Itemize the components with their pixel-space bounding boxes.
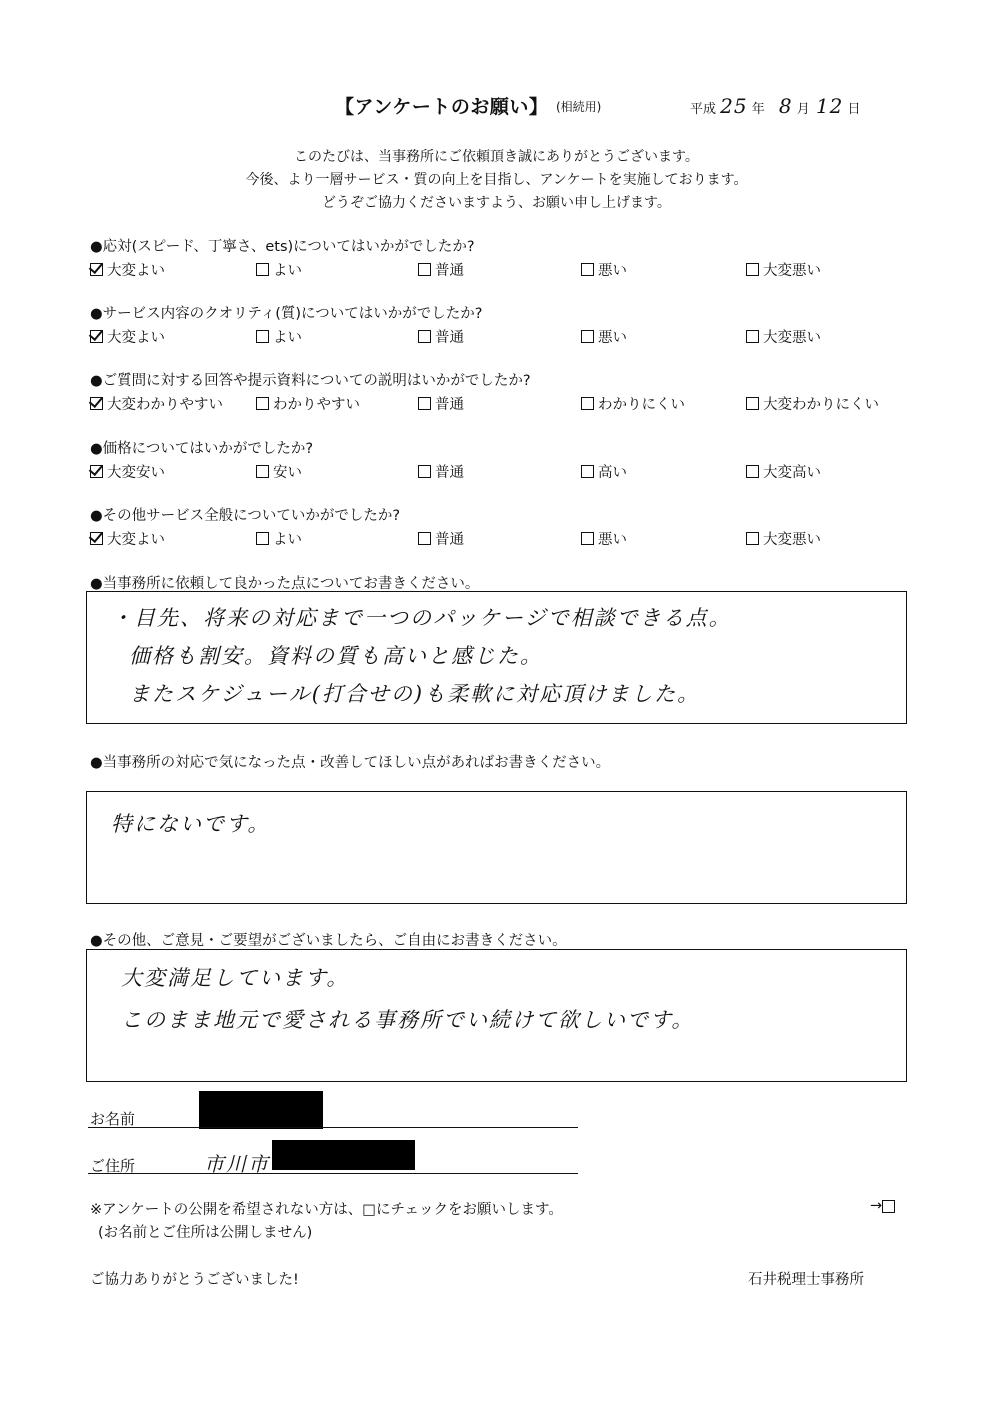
question-5-option[interactable] xyxy=(746,528,821,549)
checkbox[interactable] xyxy=(418,532,431,545)
question-1-option[interactable] xyxy=(256,259,302,280)
answer-line: ・目先、将来の対応まで一つのパッケージで相談できる点。 xyxy=(111,606,732,630)
question-2-text: ●サービス内容のクオリティ(質)についてはいかがでしたか? xyxy=(90,306,483,322)
checkbox[interactable] xyxy=(418,263,431,276)
answer-line: 特にないです。 xyxy=(111,812,271,836)
answer-line: 大変満足しています。 xyxy=(121,966,350,990)
other-comments-answer-box[interactable] xyxy=(86,949,907,1082)
question-1-option[interactable] xyxy=(581,259,627,280)
name-label: お名前 xyxy=(90,1110,136,1128)
option-label: 大変安い xyxy=(107,465,165,481)
option-label: 安い xyxy=(273,465,302,481)
option-label: よい xyxy=(273,330,302,346)
option-label: 高い xyxy=(598,465,627,481)
question-2-option[interactable] xyxy=(90,326,165,347)
question-3-text: ●ご質問に対する回答や提示資料についての説明はいかがでしたか? xyxy=(90,373,531,389)
question-3-option[interactable] xyxy=(746,393,879,414)
checkbox[interactable] xyxy=(418,465,431,478)
checkbox[interactable] xyxy=(581,330,594,343)
checkbox[interactable] xyxy=(256,465,269,478)
question-4-option[interactable] xyxy=(256,461,302,482)
question-5-option[interactable] xyxy=(418,528,464,549)
question-3-option[interactable] xyxy=(418,393,464,414)
intro-line-1: このたびは、当事務所にご依頼頂き誠にありがとうございます。 xyxy=(294,149,699,165)
improvement-prompt: ●当事務所の対応で気になった点・改善してほしい点があればお書きください。 xyxy=(90,755,611,771)
checkbox[interactable] xyxy=(581,263,594,276)
option-label: 悪い xyxy=(598,330,627,346)
checkbox[interactable] xyxy=(746,532,759,545)
date-month-unit: 月 xyxy=(796,102,810,117)
checkbox[interactable] xyxy=(746,263,759,276)
privacy-subnote: (お名前とご住所は公開しません) xyxy=(98,1225,313,1241)
checkbox[interactable] xyxy=(746,465,759,478)
question-5-option[interactable] xyxy=(581,528,627,549)
option-label: 大変よい xyxy=(107,532,165,548)
question-1-option[interactable] xyxy=(746,259,821,280)
option-label: 悪い xyxy=(598,263,627,279)
question-3-option[interactable] xyxy=(581,393,685,414)
date-day-unit: 日 xyxy=(847,102,861,117)
answer-line: 価格も割安。資料の質も高いと感じた。 xyxy=(129,644,543,668)
option-label: 大変わかりにくい xyxy=(763,397,879,413)
question-1-text: ●応対(スピード、丁寧さ、ets)についてはいかがでしたか? xyxy=(90,239,475,255)
option-label: 大変わかりやすい xyxy=(107,397,223,413)
date-era: 平成 xyxy=(690,102,717,117)
date-field[interactable] xyxy=(690,94,861,118)
question-1-option[interactable] xyxy=(90,259,165,280)
question-5-option[interactable] xyxy=(90,528,165,549)
checkbox[interactable] xyxy=(256,532,269,545)
privacy-note: ※アンケートの公開を希望されない方は、□にチェックをお願いします。 xyxy=(90,1202,563,1218)
option-label: よい xyxy=(273,532,302,548)
checkbox[interactable] xyxy=(90,465,103,478)
checkbox[interactable] xyxy=(418,330,431,343)
option-label: 普通 xyxy=(435,397,464,413)
address-underline[interactable] xyxy=(88,1173,578,1174)
answer-line: またスケジュール(打合せの)も柔軟に対応頂けました。 xyxy=(129,682,701,706)
answer-line: このまま地元で愛される事務所でい続けて欲しいです。 xyxy=(121,1008,695,1032)
arrow-icon: → xyxy=(870,1198,883,1214)
question-4-option[interactable] xyxy=(581,461,627,482)
option-label: 普通 xyxy=(435,330,464,346)
question-5-option[interactable] xyxy=(256,528,302,549)
other-comments-prompt: ●その他、ご意見・ご要望がございましたら、ご自由にお書きください。 xyxy=(90,933,567,949)
option-label: 大変よい xyxy=(107,330,165,346)
checkbox[interactable] xyxy=(746,397,759,410)
question-4-text: ●価格についてはいかがでしたか? xyxy=(90,441,314,457)
option-label: 悪い xyxy=(598,532,627,548)
name-underline[interactable] xyxy=(88,1127,578,1128)
question-2-option[interactable] xyxy=(746,326,821,347)
checkbox[interactable] xyxy=(581,465,594,478)
checkbox[interactable] xyxy=(256,263,269,276)
question-4-option[interactable] xyxy=(746,461,821,482)
option-label: わかりにくい xyxy=(598,397,685,413)
checkbox[interactable] xyxy=(581,397,594,410)
improvement-answer-box[interactable] xyxy=(86,791,907,904)
question-2-option[interactable] xyxy=(418,326,464,347)
option-label: 大変悪い xyxy=(763,532,821,548)
privacy-checkbox[interactable] xyxy=(882,1200,895,1213)
option-label: よい xyxy=(273,263,302,279)
question-4-option[interactable] xyxy=(90,461,165,482)
thanks-text: ご協力ありがとうございました! xyxy=(90,1272,299,1288)
date-year: 25 xyxy=(720,94,748,118)
checkbox[interactable] xyxy=(90,330,103,343)
privacy-optout[interactable] xyxy=(870,1198,897,1214)
date-day: 12 xyxy=(815,94,844,118)
good-points-answer-box[interactable] xyxy=(86,591,907,724)
option-label: わかりやすい xyxy=(273,397,360,413)
question-3-option[interactable] xyxy=(256,393,360,414)
question-3-option[interactable] xyxy=(90,393,223,414)
option-label: 大変高い xyxy=(763,465,821,481)
checkbox[interactable] xyxy=(256,397,269,410)
option-label: 大変よい xyxy=(107,263,165,279)
checkbox[interactable] xyxy=(256,330,269,343)
checkbox[interactable] xyxy=(90,397,103,410)
question-2-option[interactable] xyxy=(256,326,302,347)
question-5-text: ●その他サービス全般についていかがでしたか? xyxy=(90,508,401,524)
checkbox[interactable] xyxy=(90,532,103,545)
redacted-address xyxy=(272,1140,415,1170)
checkbox[interactable] xyxy=(581,532,594,545)
option-label: 普通 xyxy=(435,263,464,279)
option-label: 普通 xyxy=(435,465,464,481)
office-name: 石井税理士事務所 xyxy=(748,1272,864,1288)
redacted-name xyxy=(199,1091,323,1129)
address-city: 市川市 xyxy=(204,1152,270,1176)
checkbox[interactable] xyxy=(418,397,431,410)
address-label: ご住所 xyxy=(90,1157,136,1175)
option-label: 普通 xyxy=(435,532,464,548)
intro-line-3: どうぞご協力くださいますよう、お願い申し上げます。 xyxy=(322,195,671,211)
intro-line-2: 今後、より一層サービス・質の向上を目指し、アンケートを実施しております。 xyxy=(245,172,748,188)
checkbox[interactable] xyxy=(746,330,759,343)
date-year-unit: 年 xyxy=(751,102,765,117)
question-4-option[interactable] xyxy=(418,461,464,482)
page-title: 【アンケートのお願い】 xyxy=(335,96,549,118)
checkbox[interactable] xyxy=(90,263,103,276)
form-type-label: (相続用) xyxy=(556,100,602,114)
good-points-prompt: ●当事務所に依頼して良かった点についてお書きください。 xyxy=(90,576,480,592)
date-month: 8 xyxy=(778,94,793,118)
option-label: 大変悪い xyxy=(763,330,821,346)
question-2-option[interactable] xyxy=(581,326,627,347)
question-1-option[interactable] xyxy=(418,259,464,280)
option-label: 大変悪い xyxy=(763,263,821,279)
